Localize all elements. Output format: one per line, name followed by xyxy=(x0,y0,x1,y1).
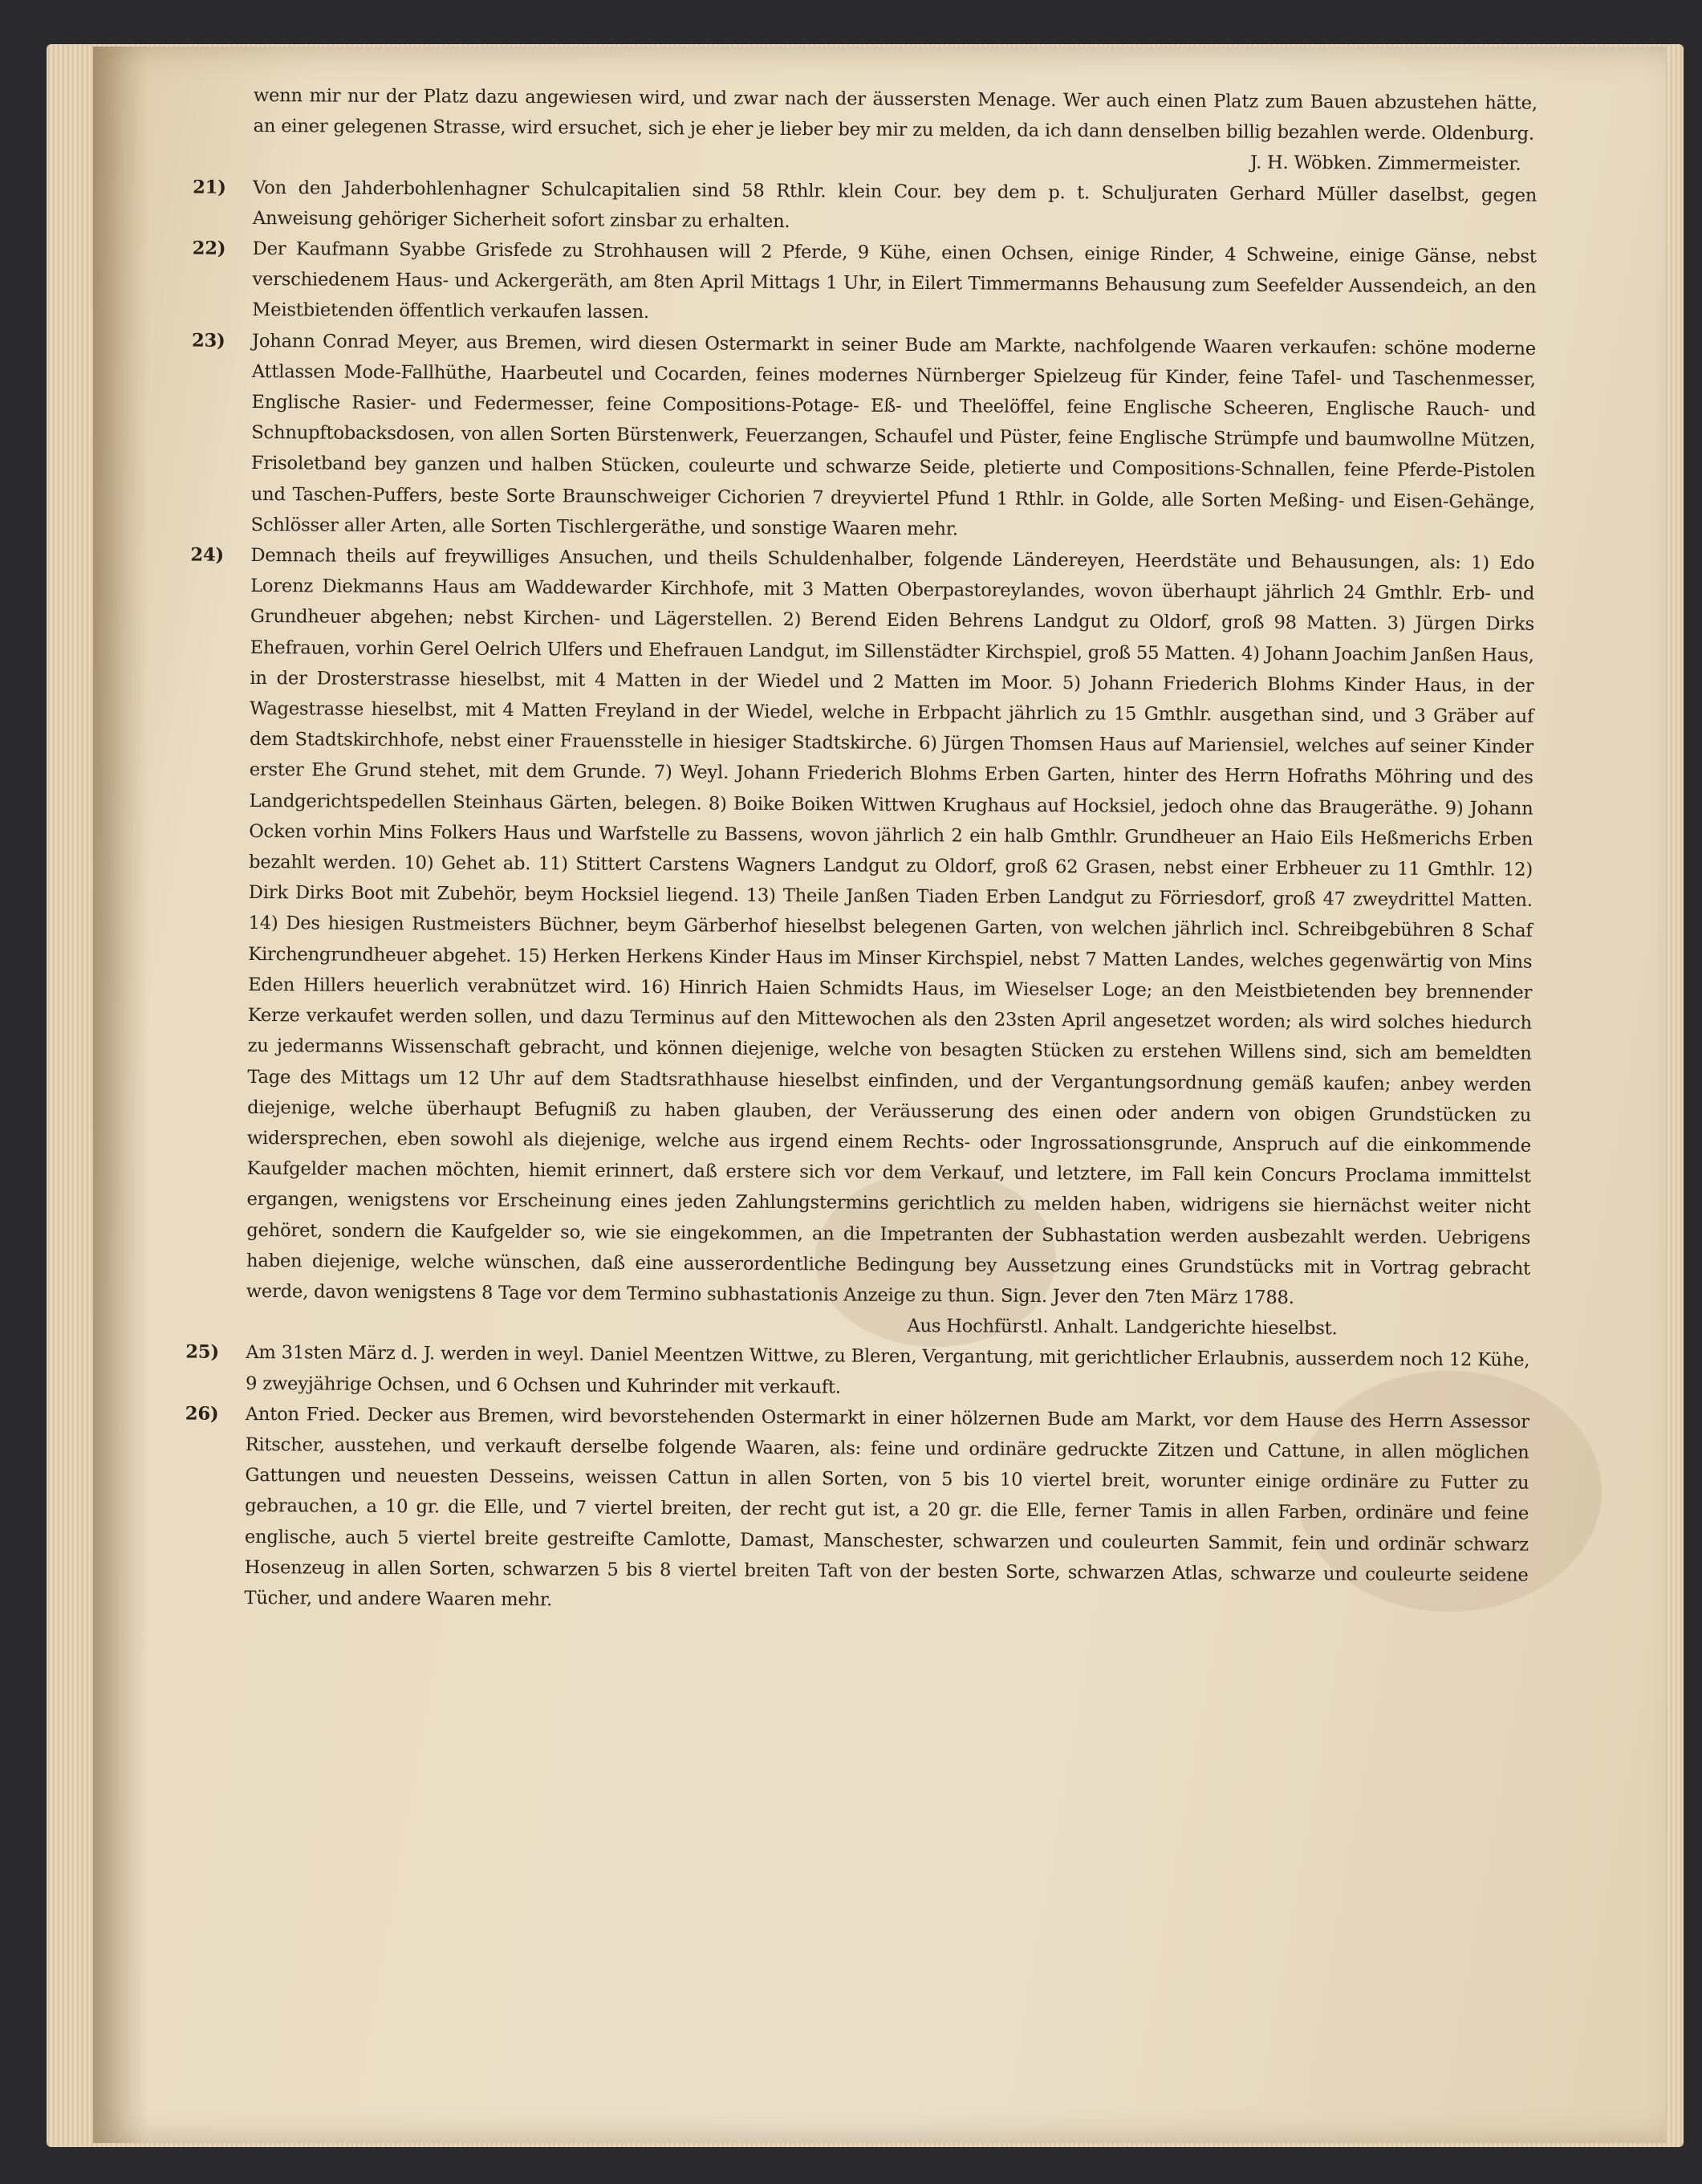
entry-23 xyxy=(191,326,1537,548)
entry-number: 25) xyxy=(185,1341,219,1364)
entry-text: Demnach theils auf freywilliges Ansuchen, und theils Schuldenhalber, folgende Ländereyen, Heerdstäte und Behausungen, als: 1) Edo Lorenz Diekmanns Haus am Waddewarder Kirchhofe, mit 3 Matten Oberpastoreylandes, wovon überhaupt jährlich 24 Gmthlr. Erb- und Grundheuer abgehen; nebst Kirchen- und Lägerstellen. 2) Berend Eiden Behrens Landgut zu Oldorf, groß 98 Matten. 3) Jürgen Dirks Ehefrauen, vorhin Gerel Oelrich Ulfers und Ehefrauen Landgut, im Sillenstädter Kirchspiel, groß 55 Matten. 4) Johann Joachim Janßen Haus, in der Drosterstrasse hieselbst, mit 4 Matten in der Wiedel und 2 Matten im Moor. 5) Johann Friederich Blohms Kinder Haus, in der Wagestrasse hieselbst, mit 4 Matten Freyland in der Wiedel, welche in Erbpacht jährlich zu 15 Gmthlr. ausgethan sind, und 3 Gräber auf dem Stadtskirchhofe, nebst einer Frauensstelle in hiesiger Stadtskirche. 6) Jürgen Thomsen Haus auf Mariensiel, welches auf seiner Kinder erster Ehe Grund stehet, mit dem Grunde. 7) Weyl. Johann Friederich Blohms Erben Garten, hinter des Herrn Hofraths Möhring und des Landgerichtspedellen Steinhaus Gärten, belegen. 8) Boike Boiken Wittwen Krughaus auf Hocksiel, jedoch ohne das Braugeräthe. 9) Johann Ocken vorhin Mins Folkers Haus und Warfstelle zu Bassens, wovon jährlich 2 ein halb Gmthlr. Grundheuer an Haio Eils Heßmerichs Erben bezahlt werden. 10) Gehet ab. 11) Stittert Carstens Wagners Landgut zu Oldorf, groß 62 Grasen, nebst einer Erbheuer zu 11 Gmthlr. 12) Dirk Dirks Boot mit Zubehör, beym Hocksiel liegend. 13) Theile Janßen Tiaden Erben Landgut zu Förriesdorf, groß 47 zweydrittel Matten. 14) Des hiesigen Rustmeisters Büchner, beym Gärberhof hieselbst belegenen Garten, von welchen jährlich incl. Schreibgebühren 8 Schaf Kirchengrundheuer abgehet. 15) Herken Herkens Kinder Haus im Minser Kirchspiel, nebst 7 Matten Landes, welches gegenwärtig von Mins Eden Hillers heuerlich verabnützet wird. 16) Hinrich Haien Schmidts Haus, im Wieselser Loge; an den Meistbietenden bey brennender Kerze verkaufet werden sollen, und dazu Terminus auf den Mittewochen als den 23sten April angesetzet worden; als wird solches hiedurch zu jedermanns Wissenschaft gebracht, und können diejenige, welche von besagten Stücken zu erstehen Willens sind, sich am bemeldten Tage des Mittags um 12 Uhr auf dem Stadtsrathhause hieselbst einfinden, und der Vergantungsordnung gemäß kaufen; anbey werden diejenige, welche überhaupt Befugniß zu haben glauben, der Veräusserung des einen oder andern von obigen Grundstücken zu widersprechen, eben sowohl als diejenige, welche aus irgend einem Rechts- oder Ingrossationsgrunde, Anspruch auf die einkommende Kaufgelder machen möchten, hiemit erinnert, daß erstere sich vor dem Verkauf, und letztere, im Fall kein Concurs Proclama immittelst ergangen, wenigstens vor Erscheinung eines jeden Zahlungstermins gerichtlich zu melden haben, widrigens sie hiernächst weiter nicht gehöret, sondern die Kaufgelder so, wie sie eingekommen, an die Impetranten der Subhastation werden ausbezahlt werden. Uebrigens haben diejenige, welche wünschen, daß eine ausserordentliche Bedingung bey Aussetzung eines Grundstücks mit in Vortrag gebracht werde, davon wenigstens 8 Tage vor dem Termino subhastationis Anzeige zu thun. Sign. Jever den 7ten März 1788. xyxy=(246,545,1535,1308)
intro-paragraph: wenn mir nur der Platz dazu angewiesen wird, und zwar nach der äussersten Menage. Wer auch einen Platz zum Bauen abzustehen hätte, an einer gelegenen Strasse, wird ersuchet, sich je eher je lieber bey mir zu melden, da ich dann denselben billig bezahlen werde. Oldenburg. xyxy=(253,84,1537,144)
entry-22 xyxy=(192,234,1537,333)
entry-number: 24) xyxy=(190,544,225,566)
entry-26 xyxy=(185,1399,1529,1621)
intro-entry xyxy=(253,80,1537,180)
entry-text: Johann Conrad Meyer, aus Bremen, wird diesen Ostermarkt in seiner Bude am Markte, nachfolgende Waaren verkaufen: schöne moderne Attlassen Mode-Fallhüthe, Haarbeutel und Cocarden, feines modernes Nürnberger Spielzeug für Kinder, feine Tafel- und Taschenmesser, Englische Rasier- und Federmesser, feine Compositions-Potage- Eß- und Theelöffel, feine Englische Scheeren, Englische Rauch- und Schnupftobacksdosen, von allen Sorten Bürstenwerk, Feuerzangen, Schaufel und Püster, feine Englische Strümpfe und baumwollne Mützen, Frisoletband bey ganzen und halben Stücken, couleurte und schwarze Seide, pletierte und Compositions-Schnallen, feine Pferde-Pistolen und Taschen-Puffers, beste Sorte Braunschweiger Cichorien 7 dreyviertel Pfund 1 Rthlr. in Golde, alle Sorten Meßing- und Eisen-Gehänge, Schlösser aller Arten, alle Sorten Tischlergeräthe, und sonstige Waaren mehr. xyxy=(250,330,1537,540)
entry-text: Am 31sten März d. J. werden in weyl. Daniel Meentzen Wittwe, zu Bleren, Vergantung, mit gerichtlicher Erlaubnis, ausserdem noch 12 Kühe, 9 zweyjährige Ochsen, und 6 Ochsen und Kuhrinder mit verkauft. xyxy=(246,1342,1530,1398)
intro-signature: J. H. Wöbken. Zimmermeister. xyxy=(1249,152,1521,176)
entry-text: Von den Jahderbohlenhagner Schulcapitalien sind 58 Rthlr. klein Cour. bey dem p. t. Schuljuraten Gerhard Müller daselbst, gegen Anweisung gehöriger Sicherheit sofort zinsbar zu erhalten. xyxy=(252,177,1537,232)
entry-24 xyxy=(190,540,1535,1345)
entry-text: Der Kaufmann Syabbe Grisfede zu Strohhausen will 2 Pferde, 9 Kühe, einen Ochsen, einige Rinder, 4 Schweine, einige Gänse, nebst verschiedenem Haus- und Ackergeräth, am 8ten April Mittags 1 Uhr, in Eilert Timmermanns Behausung zum Seefelder Aussendeich, an den Meistbietenden öffentlich verkaufen lassen. xyxy=(252,238,1537,323)
entry-25 xyxy=(185,1337,1530,1406)
entry-number: 26) xyxy=(185,1403,219,1425)
entry-signature: Aus Hochfürstl. Anhalt. Landgerichte hieselbst. xyxy=(907,1316,1338,1340)
article-text xyxy=(185,80,1537,1621)
entry-number: 23) xyxy=(191,330,225,352)
entry-number: 21) xyxy=(193,177,226,198)
entry-21 xyxy=(193,173,1537,242)
page-gutter-shadow xyxy=(93,47,149,2143)
entry-text: Anton Fried. Decker aus Bremen, wird bevorstehenden Ostermarkt in einer hölzernen Bude am Markt, vor dem Hause des Herrn Assessor Ritscher, ausstehen, und verkauft derselbe folgende Waaren, als: feine und ordinäre gedruckte Zitzen und Cattune, in allen möglichen Gattungen und neuesten Desseins, weissen Cattun in allen Sorten, von 5 bis 10 viertel breit, worunter einige ordinäre zu Futter zu gebrauchen, a 10 gr. die Elle, und 7 viertel breiten, der recht gut ist, a 20 gr. die Elle, ferner Tamis in allen Farben, ordinäre und feine englische, auch 5 viertel breite gestreifte Camlotte, Damast, Manschester, schwarzen und couleurten Sammit, fein und ordinär schwarz Hosenzeug in allen Sorten, schwarzen 5 bis 8 viertel breiten Taft von der besten Sorte, schwarzen Atlas, schwarze und couleurte seidene Tücher, und andere Waaren mehr. xyxy=(244,1403,1529,1611)
entry-number: 22) xyxy=(192,238,226,259)
